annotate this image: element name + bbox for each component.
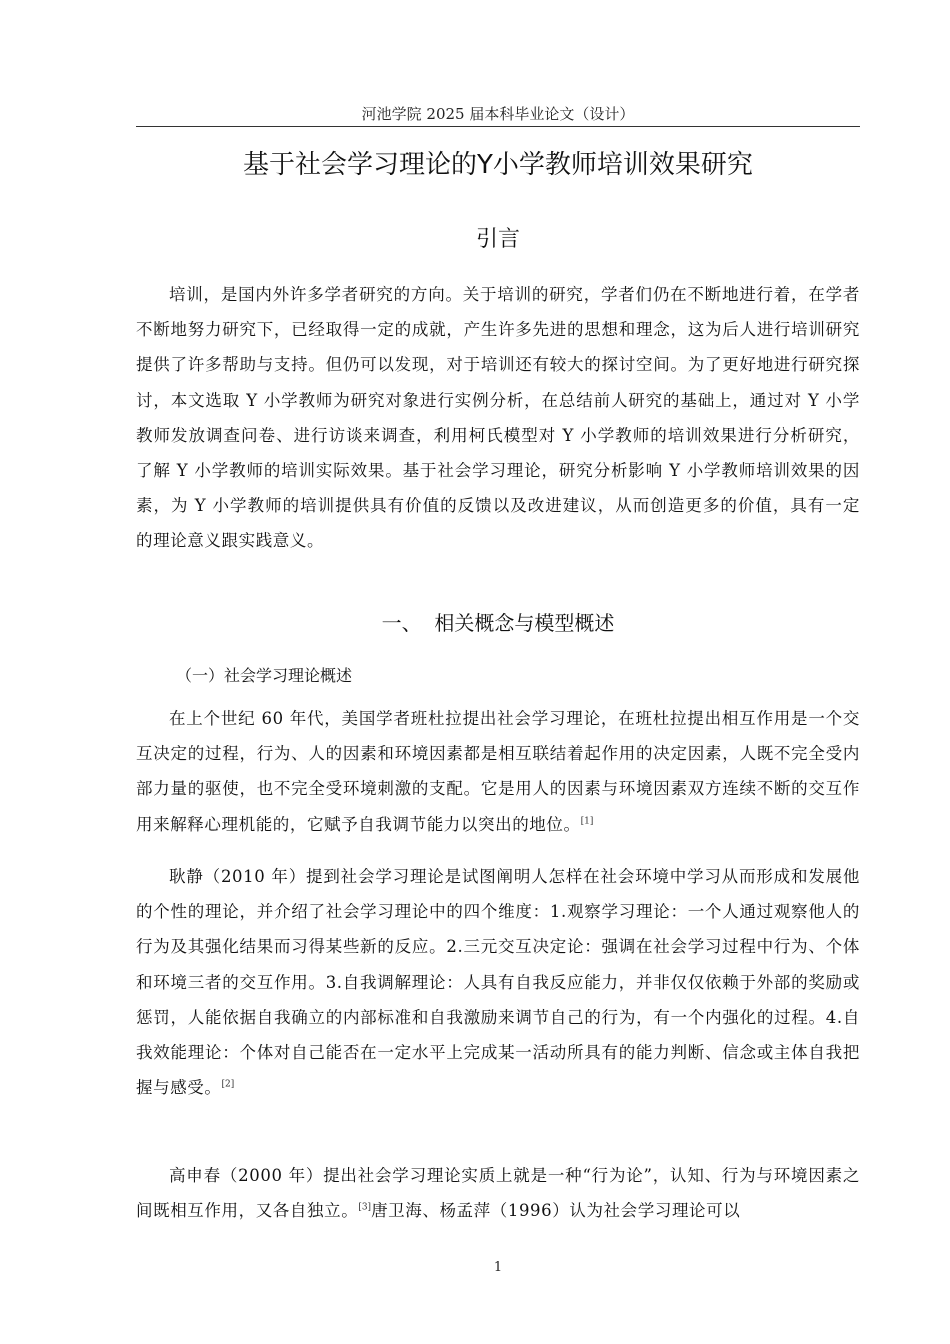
intro-paragraph: 培训，是国内外许多学者研究的方向。关于培训的研究，学者们仍在不断地进行着，在学者不断地努力研究下，已经取得一定的成就，产生许多先进的思想和理念，这为后人进行培训研究提供了许多帮助与支持。但仍可以发现，对于培训还有较大的探讨空间。为了更好地进行研究探讨，本文选取 Y 小学教师为研究对象进行实例分析，在总结前人研究的基础上，通过对 Y 小学教师发放调查问卷、进行访谈来调查，利用柯氏模型对 Y 小学教师的培训效果进行分析研究，了解 Y 小学教师的培训实际效果。基于社会学习理论，研究分析影响 Y 小学教师培训效果的因素，为 Y 小学教师的培训提供具有价值的反馈以及改进建议，从而创造更多的价值，具有一定的理论意义跟实践意义。	[136, 285, 860, 551]
subsection-heading: （一）社会学习理论概述	[176, 666, 353, 685]
paragraph-text-before: 高申春（2000 年）提出社会学习理论实质上就是一种“行为论”，认知、行为与环境因素之间既相互作用，又各自独立。	[136, 1166, 861, 1221]
intro-heading: 引言	[475, 227, 520, 252]
body-paragraph-3	[136, 1158, 860, 1228]
paragraph-text-after: 唐卫海、杨孟萍（1996）认为社会学习理论可以	[371, 1201, 741, 1221]
citation-ref-1[interactable]: [1]	[580, 816, 594, 827]
running-head: 河池学院 2025 届本科毕业论文（设计）	[361, 105, 635, 123]
citation-ref-3[interactable]: [3]	[358, 1202, 372, 1213]
paragraph-text: 耿静（2010 年）提到社会学习理论是试图阐明人怎样在社会环境中学习从而形成和发展他的个性的理论，并介绍了社会学习理论中的四个维度：1.观察学习理论：一个人通过观察他人的行为及其强化结果而习得某些新的反应。2.三元交互决定论：强调在社会学习过程中行为、个体和环境三者的交互作用。3.自我调解理论：人具有自我反应能力，并非仅仅依赖于外部的奖励或惩罚，人能依据自我确立的内部标准和自我激励来调节自己的行为，有一个内强化的过程。4.自我效能理论：个体对自己能否在一定水平上完成某一活动所具有的能力判断、信念或主体自我把握与感受。	[136, 867, 860, 1098]
paper-title: 基于社会学习理论的Y小学教师培训效果研究	[243, 150, 753, 180]
body-paragraph-2	[136, 859, 860, 1105]
paragraph-text: 在上个世纪 60 年代，美国学者班杜拉提出社会学习理论，在班杜拉提出相互作用是一个交互决定的过程，行为、人的因素和环境因素都是相互联结着起作用的决定因素，人既不完全受内部力量的驱使，也不完全受环境刺激的支配。它是用人的因素与环境因素双方连续不断的交互作用来解释心理机能的，它赋予自我调节能力以突出的地位。	[136, 709, 860, 834]
section-heading: 一、 相关概念与模型概述	[381, 611, 615, 635]
page-number: 1	[493, 1260, 503, 1275]
header-rule	[136, 126, 860, 127]
body-paragraph-1	[136, 701, 860, 842]
citation-ref-2[interactable]: [2]	[221, 1079, 235, 1090]
